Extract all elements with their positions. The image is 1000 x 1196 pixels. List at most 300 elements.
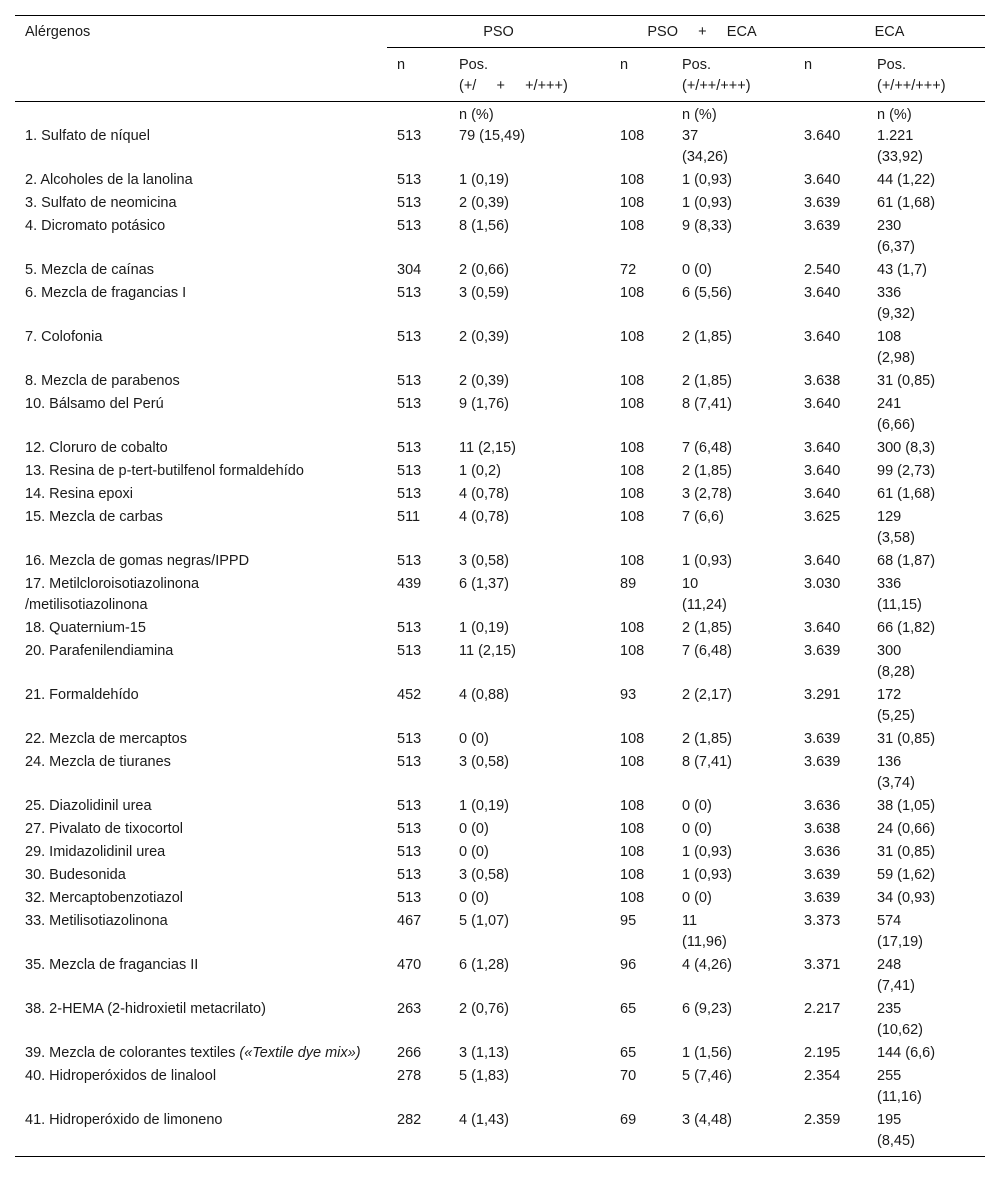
allergen-name [15,507,387,551]
pso-n-cell [387,888,451,911]
eca-pos-cell [869,371,985,394]
allergen-name-line1: 38. 2-HEMA (2-hidroxietil metacrilato) [25,1001,266,1017]
allergens-header: Alérgenos [15,16,387,48]
eca-n-cell [794,283,869,327]
allergen-name-line1: 35. Mezcla de fragancias II [25,957,199,973]
pso-pos-line1: 2 (0,39) [459,329,509,345]
table-row [15,842,985,865]
table-row [15,461,985,484]
eca-pos-line2: (3,74) [877,775,915,791]
eca-pos-line1: 31 (0,85) [877,844,936,860]
eca-pos-line2: (8,45) [877,1133,915,1149]
eca-pos-cell [869,260,985,283]
allergen-name [15,865,387,888]
table-row [15,685,985,729]
both-n-cell [610,170,674,193]
both-n-line1: 108 [620,620,645,636]
pso-n-line1: 513 [397,440,422,456]
table-row [15,819,985,842]
eca-n-line1: 3.640 [804,128,841,144]
pso-n-line1: 513 [397,218,422,234]
pso-pos-cell [451,618,610,641]
both-pos-cell [674,170,794,193]
pso-n-line1: 513 [397,643,422,659]
eca-n-cell [794,641,869,685]
pso-n-line1: 513 [397,553,422,569]
pso-n-line1: 513 [397,128,422,144]
pso-pos-line1: 6 (1,28) [459,957,509,973]
eca-pos-line1: 108 [877,329,902,345]
table-row [15,1066,985,1110]
pso-pos-cell [451,819,610,842]
pso-pos-cell [451,752,610,796]
eca-pos-line1: 38 (1,05) [877,798,936,814]
both-n-line1: 108 [620,486,645,502]
eca-n-line1: 3.640 [804,553,841,569]
pso-n-line1: 513 [397,172,422,188]
eca-pos-line1: 230 [877,218,902,234]
pso-n-line1: 513 [397,463,422,479]
eca-pos-line1: 241 [877,396,902,412]
pso-pos-line1: 3 (1,13) [459,1045,509,1061]
eca-pos-line1: 34 (0,93) [877,890,936,906]
allergen-name [15,641,387,685]
pso-pos-line1: 4 (1,43) [459,1112,509,1128]
both-n-cell [610,371,674,394]
allergen-name-line2: /metilisotiazolinona [25,597,148,613]
pso-n-line1: 452 [397,687,422,703]
pso-pos-cell [451,507,610,551]
pso-pos-cell [451,170,610,193]
pso-pos-line1: 3 (0,58) [459,867,509,883]
both-n-line1: 108 [620,172,645,188]
eca-n-line1: 3.636 [804,798,841,814]
allergen-name-line1: 17. Metilcloroisotiazolinona [25,576,200,592]
both-n-line1: 108 [620,440,645,456]
allergen-name [15,1066,387,1110]
both-pos-cell [674,461,794,484]
allergen-name [15,729,387,752]
both-n-line1: 108 [620,867,645,883]
pso-n-line1: 266 [397,1045,422,1061]
both-pos-line1: 2 (1,85) [682,329,732,345]
both-n-cell [610,484,674,507]
both-pos-line1: 7 (6,6) [682,509,724,525]
both-pos-line1: 1 (0,93) [682,844,732,860]
eca-n-line1: 3.640 [804,440,841,456]
table-row [15,193,985,216]
pso-n-line1: 513 [397,285,422,301]
eca-pos-line1: 255 [877,1068,902,1084]
eca-pos-line2: (6,66) [877,417,915,433]
both-n-line1: 108 [620,285,645,301]
allergen-name-line1: 27. Pivalato de tixocortol [25,821,183,837]
pso-n-line1: 513 [397,486,422,502]
allergen-name-line1: 21. Formaldehído [25,687,139,703]
allergen-name [15,216,387,260]
eca-pos-line1: 61 (1,68) [877,486,936,502]
pso-n-cell [387,999,451,1043]
eca-pos-cell [869,888,985,911]
both-pos-header-line1: Pos. [682,57,712,73]
table-row [15,618,985,641]
allergen-name-line1: 40. Hidroperóxidos de linalool [25,1068,217,1084]
eca-n-cell [794,842,869,865]
table-row [15,371,985,394]
header-spacer [15,48,387,102]
eca-pos-cell [869,283,985,327]
both-n-cell [610,641,674,685]
eca-n-cell [794,438,869,461]
both-pos-cell [674,796,794,819]
pso-pos-cell [451,574,610,618]
both-n-line1: 108 [620,509,645,525]
allergen-name-line1: 30. Budesonida [25,867,126,883]
both-n-line1: 108 [620,128,645,144]
allergen-name [15,796,387,819]
allergen-name-line1: 8. Mezcla de parabenos [25,373,180,389]
eca-pos-line2: (11,16) [877,1089,922,1105]
pso-pos-line1: 2 (0,39) [459,195,509,211]
allergen-name [15,394,387,438]
eca-pos-cell [869,955,985,999]
both-pos-cell [674,819,794,842]
pso-n-cell [387,327,451,371]
eca-pos-cell [869,796,985,819]
pso-n-cell [387,170,451,193]
both-pos-line1: 0 (0) [682,798,712,814]
eca-pos-cell [869,394,985,438]
pso-pos-cell [451,371,610,394]
eca-n-line1: 3.636 [804,844,841,860]
pso-n-line1: 513 [397,890,422,906]
eca-pos-line1: 574 [877,913,902,929]
header-row-columns [15,48,985,102]
eca-n-cell [794,955,869,999]
table-row [15,641,985,685]
both-pos-line1: 11 [682,913,698,929]
pso-pos-cell [451,394,610,438]
table-row [15,796,985,819]
pso-pos-cell [451,126,610,170]
both-pos-line1: 1 (0,93) [682,172,732,188]
both-n-line1: 89 [620,576,637,592]
both-n-cell [610,574,674,618]
both-pos-line2: (11,96) [682,934,727,950]
both-n-cell [610,193,674,216]
both-n-cell [610,126,674,170]
allergen-name [15,752,387,796]
both-n-cell [610,507,674,551]
both-n-cell [610,955,674,999]
allergen-name [15,461,387,484]
pso-pos-cell [451,551,610,574]
pso-n-cell [387,842,451,865]
eca-pos-line1: 59 (1,62) [877,867,936,883]
pso-n-cell [387,752,451,796]
pso-pos-line1: 1 (0,19) [459,798,509,814]
allergen-name-line1: 15. Mezcla de carbas [25,509,163,525]
pso-n-line1: 513 [397,867,422,883]
eca-n-line1: 2.217 [804,1001,841,1017]
eca-pos-cell [869,641,985,685]
allergen-name [15,260,387,283]
both-pos-line1: 10 [682,576,699,592]
both-n-line1: 96 [620,957,637,973]
eca-n-line1: 3.639 [804,218,841,234]
both-pos-cell [674,911,794,955]
both-pos-cell [674,193,794,216]
both-n-line1: 108 [620,798,645,814]
allergen-name-line1: 32. Mercaptobenzotiazol [25,890,183,906]
both-n-cell [610,842,674,865]
pso-units: n (%) [459,107,494,123]
eca-pos-line2: (7,41) [877,978,915,994]
eca-pos-cell [869,438,985,461]
allergen-name [15,685,387,729]
both-n-cell [610,438,674,461]
both-n-cell [610,999,674,1043]
both-pos-header-line2: (+/++/+++) [682,78,751,94]
both-pos-line1: 5 (7,46) [682,1068,732,1084]
both-n-cell [610,752,674,796]
both-pos-line1: 37 [682,128,699,144]
eca-pos-cell [869,551,985,574]
pso-pos-cell [451,1066,610,1110]
both-pos-cell [674,484,794,507]
pso-n-cell [387,216,451,260]
pso-pos-line1: 0 (0) [459,844,489,860]
eca-n-line1: 3.639 [804,643,841,659]
pso-n-line1: 282 [397,1112,422,1128]
allergen-name [15,999,387,1043]
table-row [15,170,985,193]
table-row [15,394,985,438]
both-n-cell [610,796,674,819]
eca-n-line1: 3.640 [804,620,841,636]
pso-n-line1: 513 [397,798,422,814]
eca-n-cell [794,507,869,551]
pso-pos-cell [451,461,610,484]
both-n-header: n [610,48,674,102]
both-n-line1: 108 [620,396,645,412]
pso-pos-line1: 4 (0,78) [459,486,509,502]
eca-pos-line1: 99 (2,73) [877,463,936,479]
both-n-line1: 108 [620,553,645,569]
both-pos-line1: 1 (0,93) [682,867,732,883]
both-n-cell [610,729,674,752]
pso-pos-cell [451,685,610,729]
table-row [15,438,985,461]
pso-n-cell [387,865,451,888]
eca-n-header: n [794,48,869,102]
both-pos-line1: 0 (0) [682,821,712,837]
eca-pos-line1: 336 [877,576,902,592]
table-row [15,888,985,911]
both-pos-line1: 3 (4,48) [682,1112,732,1128]
both-pos-line1: 9 (8,33) [682,218,732,234]
both-pos-cell [674,438,794,461]
allergen-name [15,327,387,371]
pso-n-line1: 513 [397,329,422,345]
pso-n-line1: 513 [397,754,422,770]
both-pos-line2: (34,26) [682,149,728,165]
both-n-cell [610,551,674,574]
both-pos-line1: 1 (0,93) [682,553,732,569]
eca-pos-cell [869,484,985,507]
both-pos-cell [674,1043,794,1066]
table-row [15,484,985,507]
pso-n-cell [387,911,451,955]
both-n-line1: 65 [620,1045,637,1061]
pso-n-cell [387,618,451,641]
table-row [15,507,985,551]
pso-pos-cell [451,796,610,819]
eca-n-line1: 3.638 [804,373,841,389]
pso-pos-line1: 5 (1,83) [459,1068,509,1084]
table-row [15,260,985,283]
eca-pos-line1: 31 (0,85) [877,373,936,389]
pso-n-cell [387,729,451,752]
eca-pos-line1: 336 [877,285,902,301]
eca-n-cell [794,911,869,955]
table-row [15,955,985,999]
both-n-line1: 108 [620,821,645,837]
allergen-name-line1: 1. Sulfato de níquel [25,128,150,144]
eca-pos-cell [869,865,985,888]
eca-pos-header-line1: Pos. [877,57,907,73]
eca-pos-line2: (5,25) [877,708,915,724]
allergen-name [15,955,387,999]
pso-pos-line1: 0 (0) [459,731,489,747]
allergen-name [15,1110,387,1157]
pso-n-cell [387,484,451,507]
eca-pos-line1: 136 [877,754,902,770]
eca-n-line1: 3.640 [804,486,841,502]
table-row [15,126,985,170]
eca-pos-cell [869,327,985,371]
pso-n-cell [387,507,451,551]
allergen-name [15,484,387,507]
allergen-name [15,193,387,216]
eca-pos-cell [869,507,985,551]
both-n-line1: 108 [620,731,645,747]
pso-n-cell [387,1110,451,1157]
eca-n-cell [794,170,869,193]
both-pos-line1: 7 (6,48) [682,643,732,659]
eca-units: n (%) [877,107,912,123]
both-n-line1: 93 [620,687,637,703]
eca-n-line1: 3.640 [804,463,841,479]
group-pso-eca-a: PSO [647,24,679,40]
both-pos-cell [674,729,794,752]
both-n-cell [610,461,674,484]
eca-n-cell [794,327,869,371]
eca-pos-header-line2: (+/++/+++) [877,78,946,94]
eca-pos-cell [869,461,985,484]
both-pos-line1: 1 (1,56) [682,1045,732,1061]
eca-n-line1: 2.354 [804,1068,841,1084]
eca-n-cell [794,484,869,507]
allergen-name-line1: 22. Mezcla de mercaptos [25,731,187,747]
pso-n-cell [387,371,451,394]
allergen-name-line1: 4. Dicromato potásico [25,218,166,234]
both-n-line1: 108 [620,195,645,211]
both-n-line1: 108 [620,643,645,659]
both-pos-line1: 2 (1,85) [682,463,732,479]
pso-n-cell [387,438,451,461]
both-n-line1: 70 [620,1068,637,1084]
allergen-name [15,618,387,641]
allergen-name-line1: 12. Cloruro de cobalto [25,440,168,456]
pso-n-cell [387,819,451,842]
eca-n-cell [794,796,869,819]
group-pso-eca-b: ECA [726,24,757,40]
allergen-name [15,551,387,574]
table-row [15,865,985,888]
table-row [15,551,985,574]
pso-pos-line1: 79 (15,49) [459,128,526,144]
pso-pos-line1: 3 (0,58) [459,553,509,569]
table-row [15,216,985,260]
pso-pos-cell [451,888,610,911]
both-n-line1: 69 [620,1112,637,1128]
allergen-name-italic: («Textile dye mix») [239,1045,361,1061]
both-pos-cell [674,283,794,327]
both-n-cell [610,283,674,327]
eca-pos-line2: (2,98) [877,350,915,366]
eca-pos-line1: 1.221 [877,128,914,144]
pso-n-cell [387,126,451,170]
pso-pos-cell [451,260,610,283]
table-body [15,102,985,1157]
both-pos-cell [674,641,794,685]
eca-n-cell [794,193,869,216]
eca-n-cell [794,752,869,796]
pso-pos-line1: 2 (0,39) [459,373,509,389]
both-pos-cell [674,126,794,170]
both-pos-line1: 8 (7,41) [682,754,732,770]
header-row-groups [15,16,985,48]
allergen-name [15,283,387,327]
both-pos-cell [674,752,794,796]
allergen-name [15,888,387,911]
eca-pos-cell [869,1043,985,1066]
eca-n-line1: 3.638 [804,821,841,837]
pso-n-cell [387,685,451,729]
eca-n-line1: 2.540 [804,262,841,278]
eca-n-line1: 3.639 [804,195,841,211]
pso-pos-cell [451,1043,610,1066]
eca-n-cell [794,461,869,484]
table-row [15,283,985,327]
eca-n-line1: 3.640 [804,396,841,412]
eca-n-cell [794,618,869,641]
both-n-cell [610,216,674,260]
both-pos-line1: 2 (1,85) [682,620,732,636]
pso-pos-cell [451,216,610,260]
both-n-cell [610,1043,674,1066]
allergen-name-line1: 33. Metilisotiazolinona [25,913,168,929]
both-n-line1: 108 [620,329,645,345]
units-row [15,102,985,127]
table-row [15,911,985,955]
eca-pos-line1: 24 (0,66) [877,821,936,837]
allergen-name-line1: 13. Resina de p-tert-butilfenol formaldehído [25,463,304,479]
eca-pos-cell [869,170,985,193]
both-n-cell [610,1110,674,1157]
eca-pos-cell [869,1066,985,1110]
